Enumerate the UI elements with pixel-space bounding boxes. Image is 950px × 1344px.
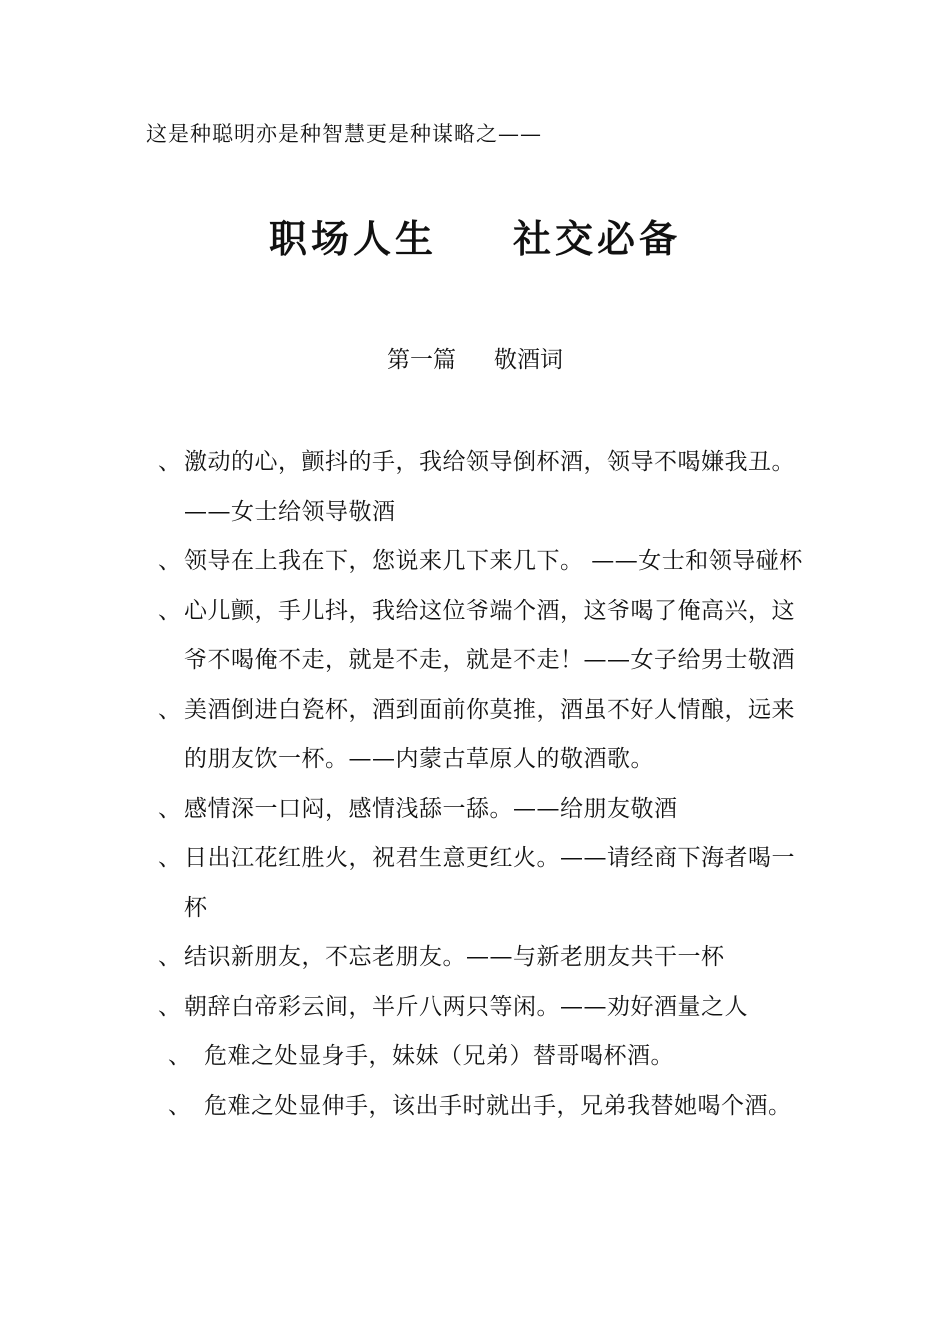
enum-mark: 、 bbox=[158, 597, 182, 624]
list-item bbox=[158, 1032, 818, 1082]
list-item bbox=[158, 1082, 818, 1132]
title-part-career: 职场人生 bbox=[268, 216, 437, 261]
enum-mark: 、 bbox=[158, 548, 182, 574]
toast-text: 危难之处显伸手，该出手时就出手，兄弟我替她喝个酒。 bbox=[204, 1092, 792, 1119]
list-item bbox=[158, 933, 818, 983]
list-item bbox=[158, 686, 818, 785]
intro-line: 这是种聪明亦是种智慧更是种谋略之—— bbox=[146, 122, 542, 146]
document-title bbox=[0, 208, 950, 263]
enum-mark: 、 bbox=[158, 944, 182, 970]
section-title: 敬酒词 bbox=[494, 347, 563, 373]
section-label: 第一篇 bbox=[387, 347, 456, 373]
title-part-social: 社交必备 bbox=[513, 216, 682, 261]
toast-text: 心儿颤，手儿抖，我给这位爷端个酒，这爷喝了俺高兴，这爷不喝俺不走，就是不走，就是不走！——女子给男士敬酒 bbox=[184, 597, 795, 673]
enum-mark: 、 bbox=[158, 993, 182, 1020]
enum-mark: 、 bbox=[158, 696, 182, 723]
list-item bbox=[158, 438, 818, 537]
list-item bbox=[158, 537, 818, 587]
enum-mark: 、 bbox=[158, 795, 182, 822]
toast-text: 结识新朋友，不忘老朋友。——与新老朋友共干一杯 bbox=[184, 944, 725, 970]
toast-text: 美酒倒进白瓷杯，酒到面前你莫推，酒虽不好人情酿，远来的朋友饮一杯。——内蒙古草原人的敬酒歌。 bbox=[184, 696, 795, 772]
enum-mark: 、 bbox=[168, 1043, 192, 1069]
toast-text: 日出江花红胜火，祝君生意更红火。——请经商下海者喝一杯 bbox=[184, 845, 795, 921]
toast-text: 激动的心，颤抖的手，我给领导倒杯酒，领导不喝嫌我丑。——女士给领导敬酒 bbox=[184, 449, 795, 525]
toast-text: 感情深一口闷，感情浅舔一舔。——给朋友敬酒 bbox=[184, 795, 678, 822]
list-item bbox=[158, 983, 818, 1033]
list-item bbox=[158, 785, 818, 835]
toast-text: 危难之处显身手，妹妹（兄弟）替哥喝杯酒。 bbox=[204, 1043, 674, 1069]
list-item bbox=[158, 834, 818, 933]
toast-text: 朝辞白帝彩云间，半斤八两只等闲。——劝好酒量之人 bbox=[184, 993, 748, 1020]
list-item bbox=[158, 587, 818, 686]
toast-text: 领导在上我在下，您说来几下来几下。 ——女士和领导碰杯 bbox=[184, 548, 803, 574]
toast-list bbox=[158, 438, 818, 1131]
enum-mark: 、 bbox=[158, 449, 182, 475]
section-heading bbox=[0, 341, 950, 374]
enum-mark: 、 bbox=[168, 1092, 192, 1119]
enum-mark: 、 bbox=[158, 845, 182, 871]
